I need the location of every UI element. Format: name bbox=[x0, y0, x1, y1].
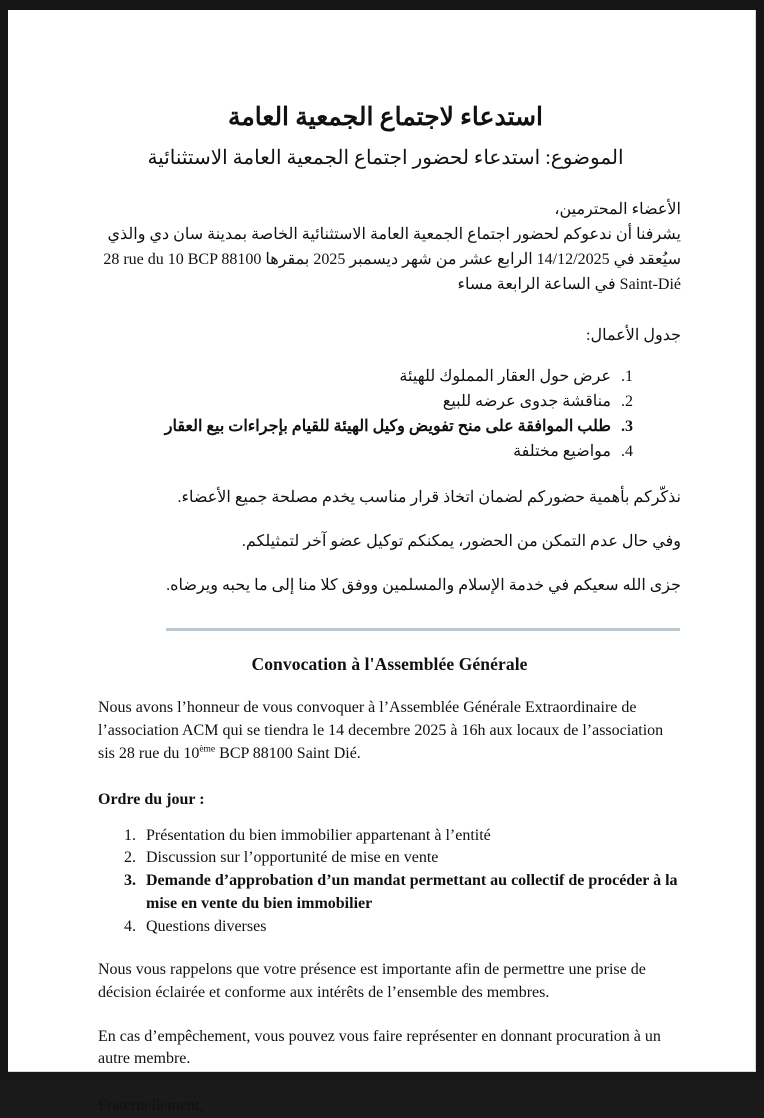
french-paragraph-proxy: En cas d’empêchement, vous pouvez vous faire représenter en donnant procuration à un autre membre. bbox=[98, 1027, 661, 1068]
french-agenda-label: Ordre du jour : bbox=[98, 791, 205, 809]
french-paragraph-attendance: Nous vous rappelons que votre présence est importante afin de permettre une prise de décision éclairée et conforme aux intérêts de l’ensemble des membres. bbox=[98, 961, 646, 1002]
arabic-intro-address-line-1: 28 rue du 10 BCP 88100 bbox=[103, 251, 262, 269]
french-agenda-item: 2. Discussion sur l’opportunité de mise en vente bbox=[140, 847, 681, 870]
french-agenda-item: 4. Questions diverses bbox=[140, 916, 681, 939]
arabic-agenda-item: 4. مواضيع مختلفة bbox=[90, 440, 617, 465]
arabic-intro-paragraph bbox=[90, 221, 681, 297]
arabic-intro-date: 14/12/2025 bbox=[536, 251, 610, 269]
arabic-agenda-label: جدول الأعمال: bbox=[586, 326, 681, 344]
arabic-paragraph-attendance: نذكّركم بأهمية حضوركم لضمان اتخاذ قرار مناسب يخدم مصلحة جميع الأعضاء. bbox=[177, 489, 681, 507]
french-document-title: Convocation à l'Assemblée Générale bbox=[251, 654, 528, 675]
french-ordinal-suffix: ème bbox=[199, 744, 216, 755]
arabic-intro-line-1: يشرفنا أن ندعوكم لحضور اجتماع الجمعية العامة الاستثنائية الخاصة بمدينة سان دي والذي سيُعقد في bbox=[107, 226, 681, 269]
french-section bbox=[20, 631, 743, 1117]
arabic-intro-line-4: في الساعة الرابعة مساء bbox=[457, 276, 616, 294]
arabic-intro-line-2: الرابع عشر من شهر ديسمبر bbox=[349, 251, 533, 269]
french-agenda-item: 1. Présentation du bien immobilier appartenant à l’entité bbox=[140, 825, 681, 848]
french-intro-part-2: BCP 88100 Saint Dié. bbox=[215, 744, 361, 762]
arabic-agenda-item: 3. طلب الموافقة على منح تفويض وكيل الهيئة للقيام بإجراءات بيع العقار bbox=[90, 415, 617, 440]
arabic-greeting: الأعضاء المحترمين، bbox=[554, 201, 681, 219]
french-intro-paragraph bbox=[98, 676, 681, 765]
arabic-intro-year: 2025 bbox=[313, 251, 346, 269]
french-signoff: Fraternellement, bbox=[98, 1097, 204, 1115]
french-agenda-item: 3. Demande d’approbation d’un mandat permettant au collectif de procéder à la mise en vente du bien immobilier bbox=[140, 870, 681, 915]
arabic-paragraph-blessing: جزى الله سعيكم في خدمة الإسلام والمسلمين ووفق كلا منا إلى ما يحبه ويرضاه. bbox=[166, 577, 681, 595]
arabic-document-title: استدعاء لاجتماع الجمعية العامة bbox=[227, 104, 544, 131]
arabic-agenda-item: 1. عرض حول العقار المملوك للهيئة bbox=[90, 365, 617, 390]
arabic-paragraph-proxy: وفي حال عدم التمكن من الحضور، يمكنكم توكيل عضو آخر لتمثيلكم. bbox=[241, 533, 681, 551]
document-content bbox=[8, 10, 755, 1115]
arabic-agenda-item: 2. مناقشة جدوى عرضه للبيع bbox=[90, 390, 617, 415]
french-intro-part-1: Nous avons l’honneur de vous convoquer à l’Assemblée Générale Extraordinaire de l’association ACM qui se tiendra le 14 decembre 2025 à 16h aux locaux de l’association sis 28 rue du 10 bbox=[98, 699, 664, 762]
french-agenda-list bbox=[98, 812, 681, 939]
arabic-section bbox=[20, 10, 743, 598]
arabic-agenda-list bbox=[90, 347, 681, 464]
arabic-intro-line-3: بمقرها bbox=[265, 251, 310, 269]
document-page bbox=[8, 10, 756, 1115]
arabic-intro-address-line-2: Saint-Dié bbox=[619, 276, 681, 294]
arabic-subject-line: الموضوع: استدعاء لحضور اجتماع الجمعية العامة الاستثنائية bbox=[147, 147, 624, 170]
